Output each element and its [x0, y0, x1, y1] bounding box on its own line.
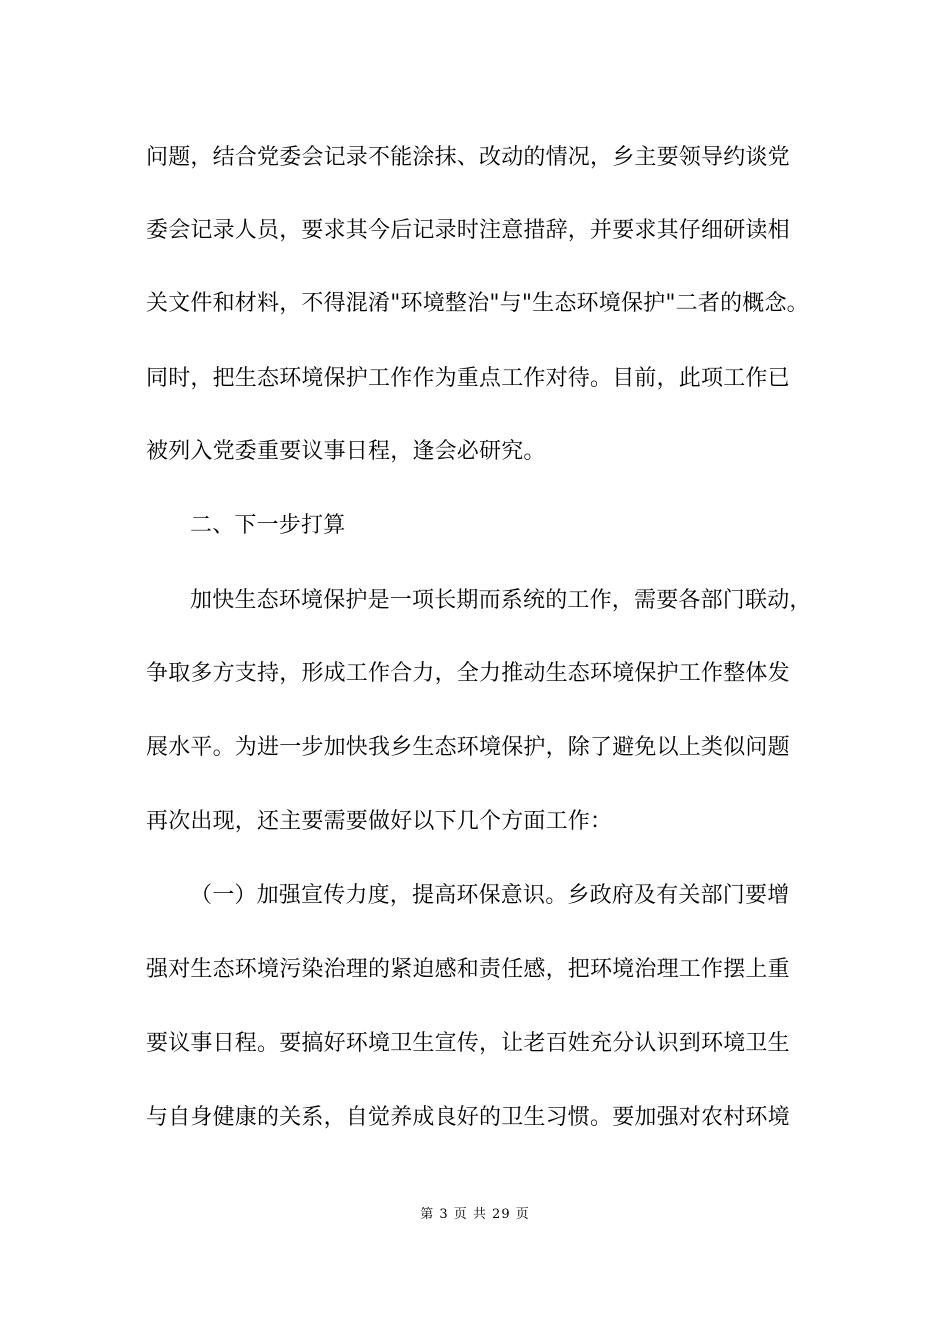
body-line-9: 展水平。为进一步加快我乡生态环境保护，除了避免以上类似问题 — [146, 735, 790, 760]
body-line-12: 强对生态环境污染治理的紧迫感和责任感，把环境治理工作摆上重 — [146, 957, 790, 982]
section-heading: 二、下一步打算 — [190, 513, 346, 538]
body-line-4: 同时，把生态环境保护工作作为重点工作对待。目前，此项工作已 — [146, 366, 790, 391]
body-line-3: 关文件和材料，不得混淆"环境整治"与"生态环境保护"二者的概念。 — [146, 291, 809, 316]
body-line-14: 与自身健康的关系，自觉养成良好的卫生习惯。要加强对农村环境 — [146, 1105, 790, 1130]
body-line-10: 再次出现，还主要需要做好以下几个方面工作： — [146, 809, 613, 834]
body-line-8: 争取多方支持，形成工作合力，全力推动生态环境保护工作整体发 — [146, 661, 790, 686]
body-line-2: 委会记录人员，要求其今后记录时注意措辞，并要求其仔细研读相 — [146, 218, 790, 243]
page-footer: 第 3 页 共 29 页 — [420, 1207, 530, 1222]
body-line-5: 被列入党委重要议事日程，逢会必研究。 — [146, 439, 546, 464]
body-line-13: 要议事日程。要搞好环境卫生宣传，让老百姓充分认识到环境卫生 — [146, 1031, 790, 1056]
body-line-1: 问题，结合党委会记录不能涂抹、改动的情况，乡主要领导约谈党 — [146, 145, 790, 170]
body-line-11: （一）加强宣传力度，提高环保意识。乡政府及有关部门要增 — [190, 883, 790, 908]
body-line-7: 加快生态环境保护是一项长期而系统的工作，需要各部门联动， — [190, 588, 812, 613]
